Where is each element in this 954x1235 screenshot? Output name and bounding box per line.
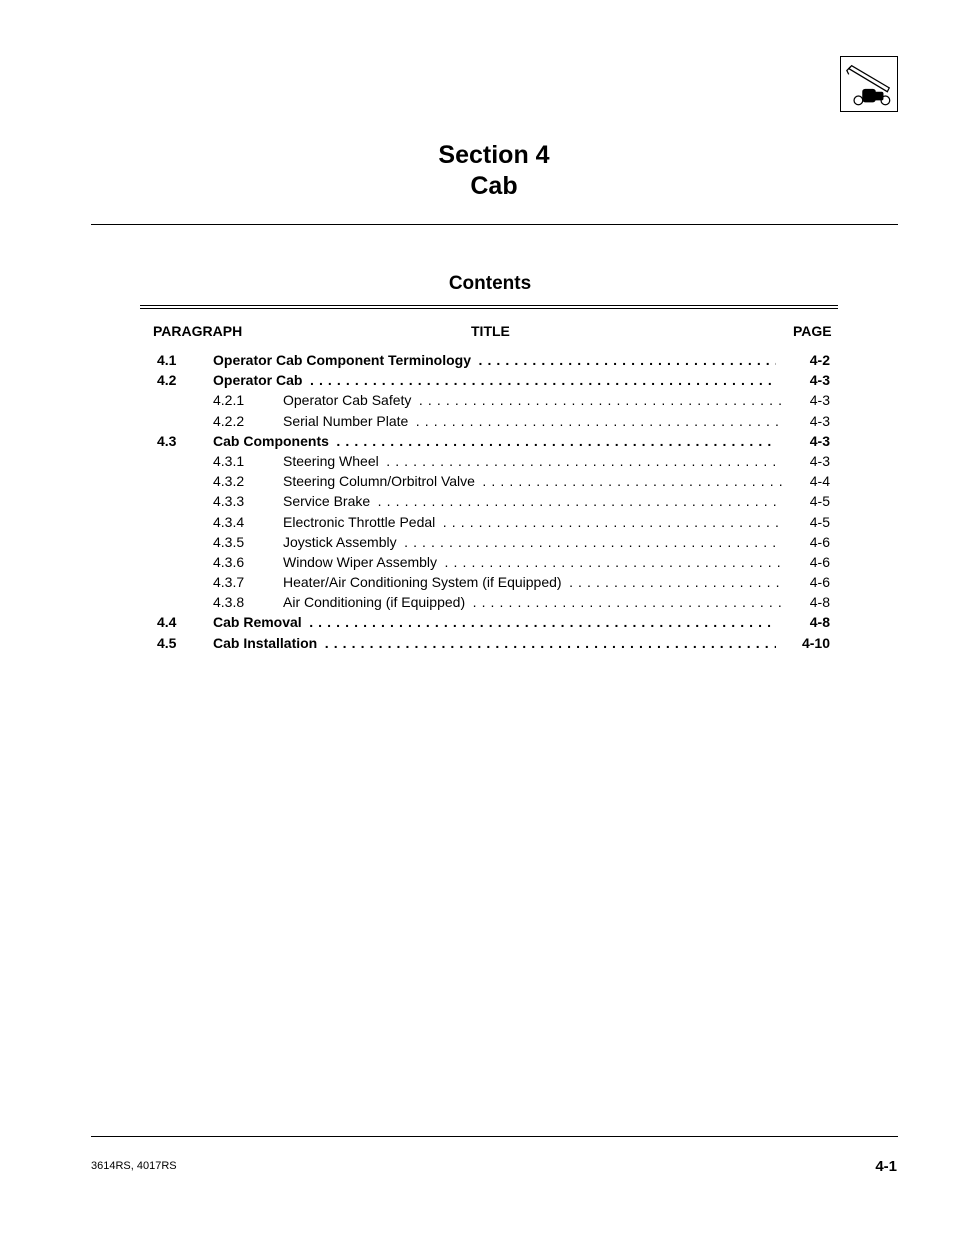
footer-models: 3614RS, 4017RS	[91, 1160, 177, 1172]
toc-entry-number: 4.1	[157, 352, 177, 368]
title-divider	[91, 224, 898, 225]
toc-entry-page: 4-5	[809, 493, 830, 510]
toc-entry[interactable]	[0, 390, 954, 410]
toc-entry-page: 4-2	[809, 352, 830, 368]
toc-entry-number: 4.2.2	[213, 412, 245, 429]
column-header-paragraph: PARAGRAPH	[153, 323, 243, 339]
toc-entry[interactable]	[0, 532, 954, 552]
toc-entry-title: Heater/Air Conditioning System (if Equipped)	[283, 574, 565, 590]
contents-divider	[140, 305, 838, 309]
toc-entry-title: Electronic Throttle Pedal	[283, 514, 438, 530]
toc-entry-title: Cab Installation	[213, 635, 320, 651]
toc-entry-page: 4-3	[809, 392, 830, 409]
toc-entry-title: Cab Components	[213, 433, 332, 449]
toc-entry-title: Serial Number Plate	[283, 413, 411, 429]
toc-entry-title: Operator Cab	[213, 372, 305, 388]
toc-entry-page: 4-3	[809, 372, 830, 389]
toc-entry-number: 4.3.5	[213, 533, 245, 550]
column-header-page: PAGE	[793, 323, 832, 339]
toc-entry-title: Window Wiper Assembly	[283, 554, 440, 570]
footer-divider	[91, 1136, 898, 1137]
toc-entry-number: 4.3.8	[213, 594, 245, 611]
toc-entry-title: Joystick Assembly	[283, 534, 400, 550]
toc-entry[interactable]	[0, 512, 954, 532]
section-title	[0, 140, 954, 202]
toc-entry[interactable]	[0, 350, 954, 370]
toc-entry-number: 4.3.7	[213, 574, 245, 591]
toc-entry-number: 4.3.1	[213, 452, 245, 469]
toc-entry-page: 4-3	[809, 412, 830, 429]
section-name: Cab	[470, 172, 518, 200]
table-of-contents	[0, 350, 954, 653]
toc-entry-title: Steering Wheel	[283, 453, 382, 469]
section-number: Section 4	[438, 141, 550, 169]
toc-entry-number: 4.3.2	[213, 473, 245, 490]
toc-entry-number: 4.3.6	[213, 553, 245, 570]
toc-entry-title: Operator Cab Safety	[283, 392, 414, 408]
toc-entry[interactable]	[0, 431, 954, 451]
toc-entry-page: 4-10	[801, 634, 830, 651]
toc-entry[interactable]	[0, 612, 954, 632]
column-header-title: TITLE	[471, 323, 510, 339]
toc-entry-page: 4-8	[809, 614, 830, 631]
toc-entry-title: Cab Removal	[213, 614, 305, 630]
toc-entry[interactable]	[0, 370, 954, 390]
toc-entry-page: 4-6	[809, 553, 830, 570]
toc-entry[interactable]	[0, 633, 954, 653]
toc-entry[interactable]	[0, 451, 954, 471]
toc-entry-page: 4-5	[809, 513, 830, 530]
toc-entry-number: 4.2.1	[213, 392, 245, 409]
telehandler-machine-icon	[840, 56, 898, 112]
toc-entry-title: Steering Column/Orbitrol Valve	[283, 473, 478, 489]
toc-entry-page: 4-6	[809, 533, 830, 550]
toc-entry-page: 4-6	[809, 574, 830, 591]
toc-entry-number: 4.2	[157, 372, 177, 389]
toc-entry[interactable]	[0, 592, 954, 612]
toc-entry[interactable]	[0, 471, 954, 491]
footer-page-number: 4-1	[875, 1158, 897, 1175]
toc-entry[interactable]	[0, 572, 954, 592]
toc-entry-title: Service Brake	[283, 493, 373, 509]
toc-entry-number: 4.4	[157, 614, 177, 631]
toc-entry[interactable]	[0, 411, 954, 431]
toc-entry-number: 4.3.3	[213, 493, 245, 510]
toc-entry-page: 4-8	[809, 594, 830, 611]
toc-entry-number: 4.3.4	[213, 513, 245, 530]
toc-entry[interactable]	[0, 552, 954, 572]
toc-entry-page: 4-4	[809, 473, 830, 490]
toc-entry-number: 4.5	[157, 634, 177, 651]
toc-entry-title: Air Conditioning (if Equipped)	[283, 594, 468, 610]
toc-entry-page: 4-3	[809, 452, 830, 469]
toc-entry-page: 4-3	[809, 432, 830, 449]
contents-heading: Contents	[448, 273, 532, 294]
toc-entry[interactable]	[0, 491, 954, 511]
toc-entry-number: 4.3	[157, 432, 177, 449]
toc-entry-title: Operator Cab Component Terminology	[213, 352, 474, 368]
